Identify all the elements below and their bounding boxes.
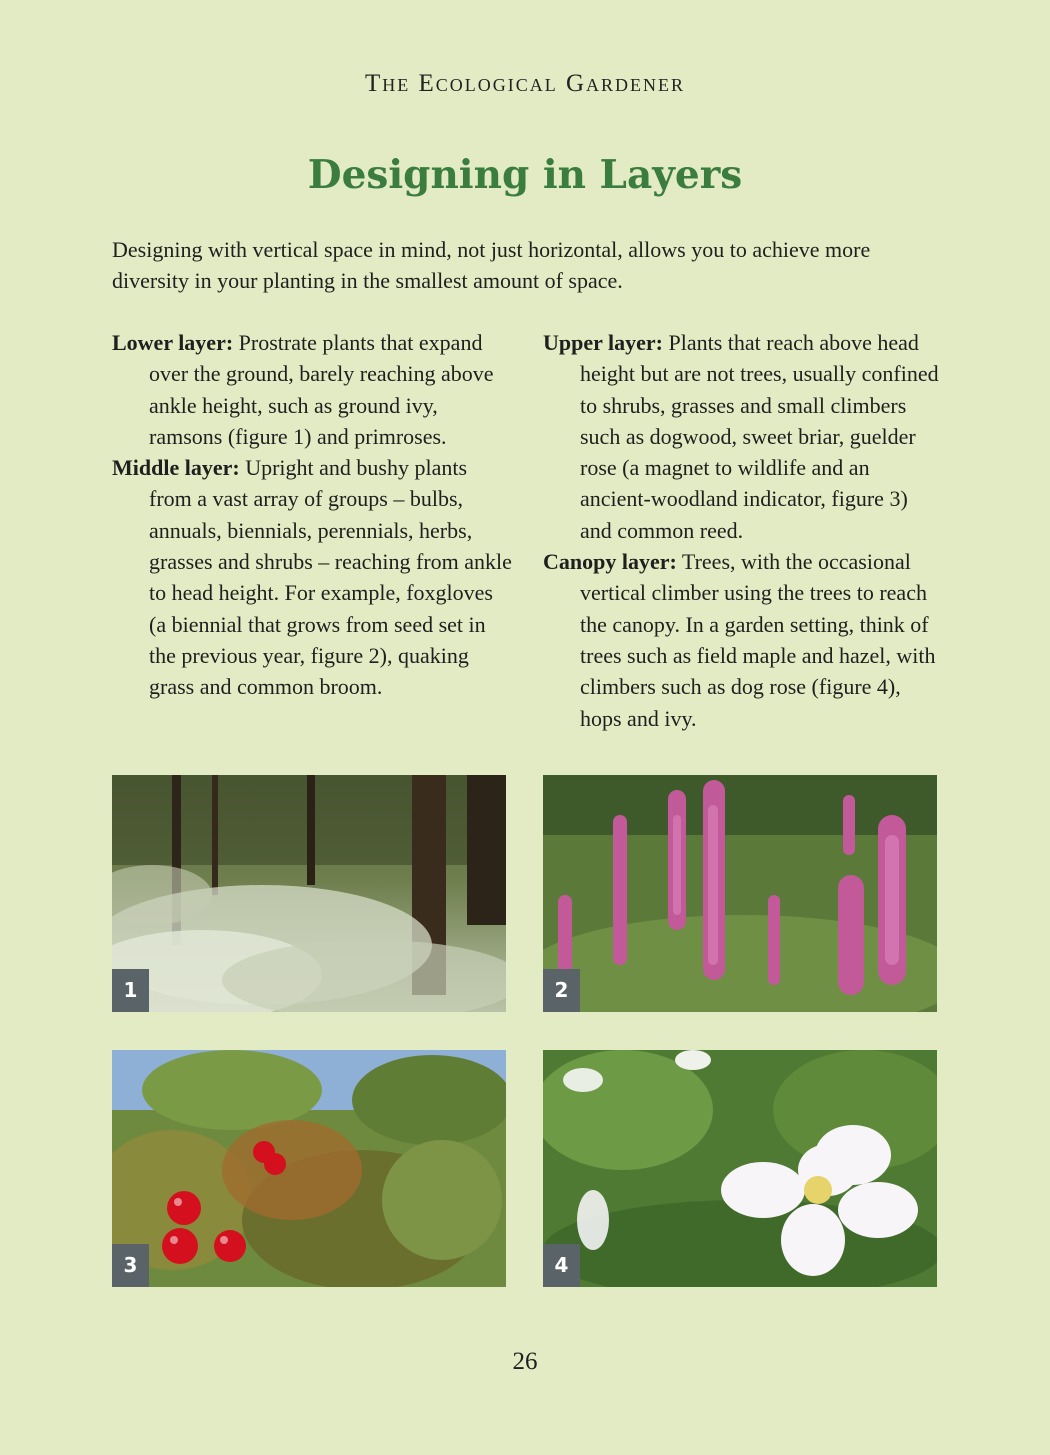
right-column [543, 327, 943, 734]
guelder-rose-berries-image [112, 1050, 506, 1287]
figure-2-number: 2 [543, 969, 580, 1012]
figure-3-number: 3 [112, 1244, 149, 1287]
lower-layer-label: Lower layer: [112, 330, 234, 355]
figure-3-photo [112, 1050, 506, 1287]
left-column [112, 327, 512, 703]
running-head: The Ecological Gardener [364, 70, 686, 97]
upper-layer-entry [543, 327, 943, 546]
canopy-layer-entry [543, 546, 943, 734]
figure-4-number: 4 [543, 1244, 580, 1287]
lower-layer-text: Prostrate plants that expand over the ground, barely reaching above ankle height, such as ground ivy, ramsons (figure 1) and primroses. [149, 330, 494, 449]
page-title: Designing in Layers [307, 152, 743, 198]
middle-layer-label: Middle layer: [112, 455, 240, 481]
lower-layer-entry [112, 327, 512, 452]
foxgloves-image [543, 775, 937, 1012]
woodland-ramsons-image [112, 775, 506, 1012]
figure-1-photo [112, 775, 506, 1012]
figure-4-photo [543, 1050, 937, 1287]
middle-layer-text: Upright and bushy plants from a vast array of groups – bulbs, annuals, biennials, perennials, herbs, grasses and shrubs – reaching from ankle to head height. For example, foxgloves (a biennial that grows from seed set in the previous year, figure 2), quaking grass and common broom. [149, 455, 512, 700]
upper-layer-label: Upper layer: [543, 330, 663, 355]
dog-rose-image [543, 1050, 937, 1287]
intro-paragraph: Designing with vertical space in mind, not just horizontal, allows you to achieve more diversity in your planting in the smallest amount of space. [112, 237, 871, 293]
figure-1-number: 1 [112, 969, 149, 1012]
canopy-layer-label: Canopy layer: [543, 549, 677, 575]
page-number: 26 [512, 1348, 538, 1375]
upper-layer-text: Plants that reach above head height but are not trees, usually confined to shrubs, grasses and small climbers such as dogwood, sweet briar, guelder rose (a magnet to wildlife and an ancient-woodland indicator, figure 3) and common reed. [580, 330, 939, 543]
figure-2-photo [543, 775, 937, 1012]
middle-layer-entry [112, 452, 512, 702]
canopy-layer-text: Trees, with the occasional vertical climber using the trees to reach the canopy. In a garden setting, think of trees such as field maple and hazel, with climbers such as dog rose (figure 4), hops and ivy. [580, 549, 936, 731]
